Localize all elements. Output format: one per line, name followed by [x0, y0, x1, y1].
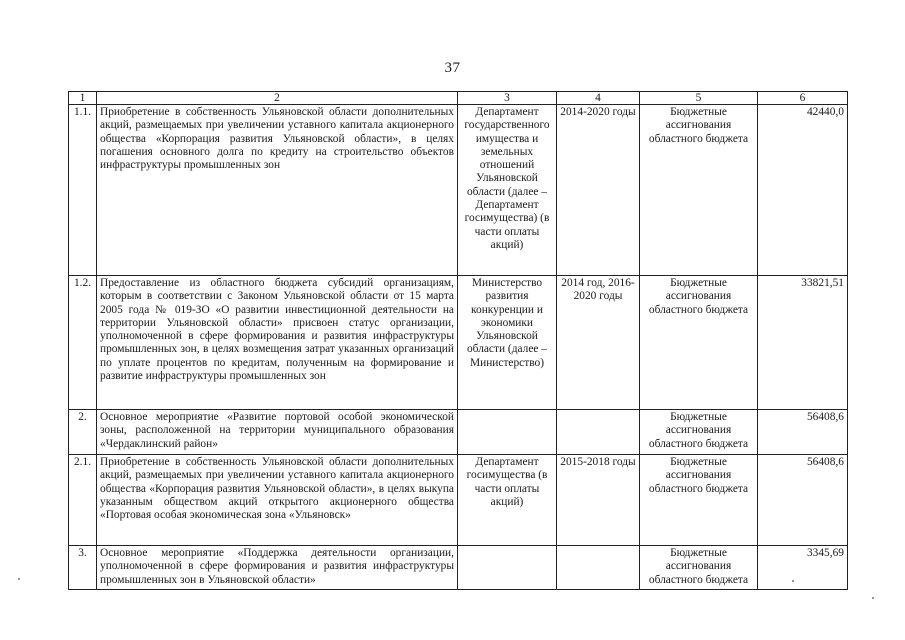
scan-speck — [792, 580, 794, 582]
header-row — [69, 92, 848, 105]
column-header-2: 2 — [97, 92, 458, 105]
table-row — [69, 276, 848, 410]
executor-cell: Департамент госимущества (в части оплаты акций) — [458, 455, 557, 546]
scan-speck — [18, 578, 20, 580]
executor-cell: Министерство развития конкуренции и экономики Ульяновской области (далее – Министерство) — [458, 276, 557, 410]
row-number: 2.1. — [69, 455, 97, 546]
measure-description: Основное мероприятие «Развитие портовой особой экономической зоны, расположенной на территории муниципального образования «Чердаклинский район» — [97, 410, 458, 455]
scan-speck — [872, 597, 874, 599]
amount-cell: 42440,0 — [758, 105, 848, 276]
measure-description: Основное мероприятие «Поддержка деятельности организации, уполномоченной в сфере формирования и развития инфраструктуры промышленных зон в Ульяновской области» — [97, 546, 458, 590]
row-number: 3. — [69, 546, 97, 590]
column-header-5: 5 — [640, 92, 758, 105]
page-number: 37 — [444, 60, 461, 76]
executor-cell — [458, 410, 557, 455]
funding-source-cell: Бюджетные ассигнования областного бюджета — [640, 546, 758, 590]
row-number: 1.2. — [69, 276, 97, 410]
amount-cell: 56408,6 — [758, 455, 848, 546]
funding-source-cell: Бюджетные ассигнования областного бюджета — [640, 410, 758, 455]
funding-source-cell: Бюджетные ассигнования областного бюджета — [640, 105, 758, 276]
measure-description: Приобретение в собственность Ульяновской области дополнительных акций, размещаемых при увеличении уставного капитала акционерного общества «Корпорация развития Ульяновской области», в целях погашения основного долга по кредиту на строительство объектов инфраструктуры промышленных зон — [97, 105, 458, 276]
executor-cell — [458, 546, 557, 590]
table-row — [69, 105, 848, 276]
measure-description: Предоставление из областного бюджета субсидий организациям, которым в соответствии с Законом Ульяновской области от 15 марта 2005 года № 019-ЗО «О развитии инвестиционной деятельности на территории Ульяновской области» присвоен статус организации, уполномоченной в сфере формирования и развития инфраструктуры промышленных зон, в целях возмещения затрат указанных организаций по уплате процентов по кредитам, полученным на формирование и развитие инфраструктуры промышленных зон — [97, 276, 458, 410]
amount-cell: 56408,6 — [758, 410, 848, 455]
column-header-6: 6 — [758, 92, 848, 105]
table-row — [69, 546, 848, 590]
measures-table — [68, 91, 848, 590]
table-row — [69, 455, 848, 546]
period-cell — [557, 410, 640, 455]
period-cell: 2014-2020 годы — [557, 105, 640, 276]
executor-cell: Департамент государственного имущества и земельных отношений Ульяновской области (далее – Департамент госимущества) (в части оплаты акций) — [458, 105, 557, 276]
funding-source-cell: Бюджетные ассигнования областного бюджета — [640, 455, 758, 546]
measure-description: Приобретение в собственность Ульяновской области дополнительных акций, размещаемых при увеличении уставного капитала акционерного общества «Корпорация развития Ульяновской области», в целях выкупа указанным обществом акций открытого акционерного общества «Портовая особая экономическая зона «Ульяновск» — [97, 455, 458, 546]
row-number: 1.1. — [69, 105, 97, 276]
period-cell: 2015-2018 годы — [557, 455, 640, 546]
column-header-4: 4 — [557, 92, 640, 105]
amount-cell: 3345,69 — [758, 546, 848, 590]
funding-source-cell: Бюджетные ассигнования областного бюджета — [640, 276, 758, 410]
period-cell: 2014 год, 2016-2020 годы — [557, 276, 640, 410]
amount-cell: 33821,51 — [758, 276, 848, 410]
period-cell — [557, 546, 640, 590]
table-row — [69, 410, 848, 455]
column-header-3: 3 — [458, 92, 557, 105]
column-header-1: 1 — [69, 92, 97, 105]
row-number: 2. — [69, 410, 97, 455]
